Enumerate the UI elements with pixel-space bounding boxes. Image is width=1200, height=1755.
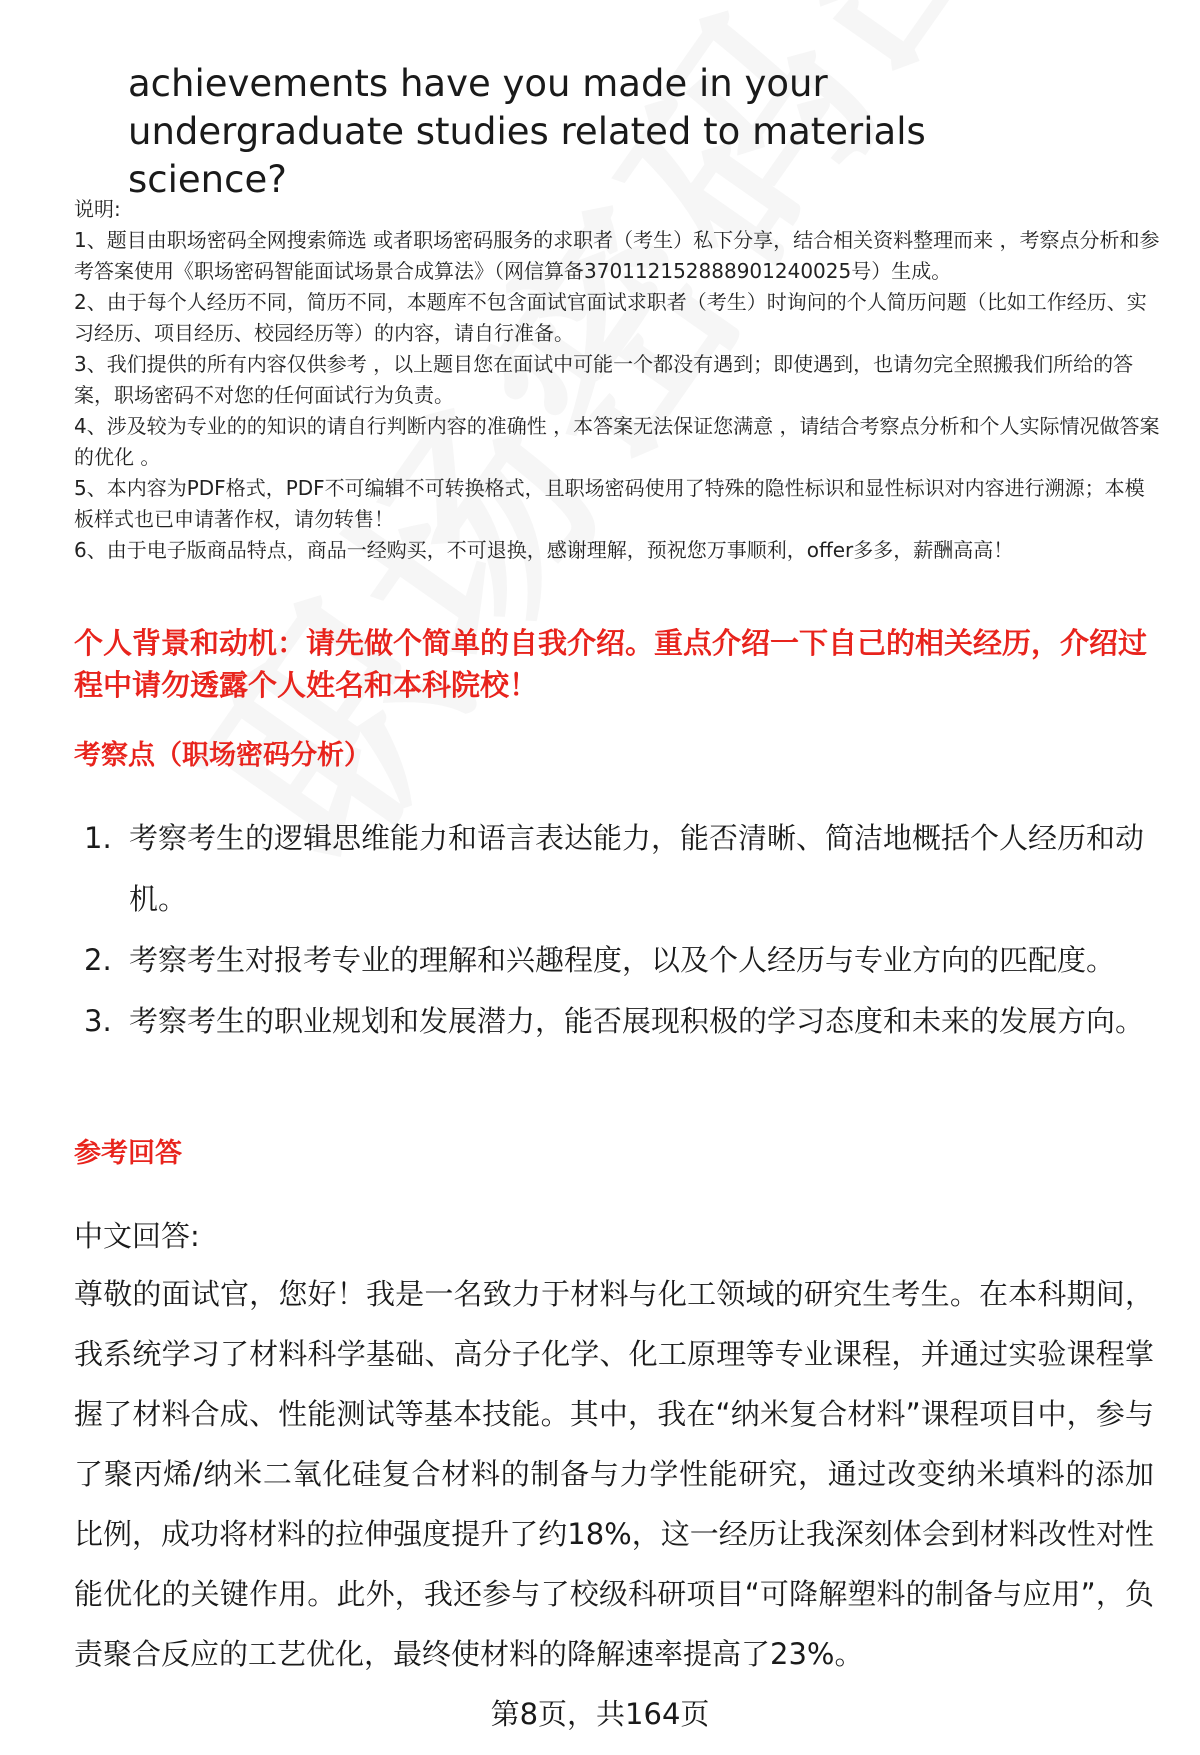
- analysis-heading: 考察点（职场密码分析）: [74, 740, 371, 771]
- point-number: 3.: [84, 1004, 112, 1038]
- reference-heading: 参考回答: [74, 1138, 182, 1169]
- notes-item: 1、题目由职场密码全网搜索筛选 或者职场密码服务的求职者（考生）私下分享，结合相关资料整理而来 ，考察点分析和参考答案使用《职场密码智能面试场景合成算法》（网信算备370112152888901240025号）生成。: [74, 228, 1160, 283]
- question-title: 个人背景和动机：请先做个简单的自我介绍。重点介绍一下自己的相关经历，介绍过程中请勿透露个人姓名和本科院校！: [74, 626, 1148, 702]
- notes-title: 说明:: [74, 197, 121, 221]
- notes-section: [74, 194, 1164, 566]
- notes-item: 6、由于电子版商品特点，商品一经购买，不可退换，感谢理解，预祝您万事顺利，offer多多，薪酬高高！: [74, 538, 1014, 562]
- answer-label: 中文回答:: [74, 1219, 200, 1253]
- analysis-point: [84, 991, 1174, 1052]
- intro-question: achievements have you made in your undergraduate studies related to materials science?: [128, 62, 926, 201]
- page-number: 第8页，共164页: [490, 1697, 710, 1731]
- notes-item: 2、由于每个人经历不同，简历不同，本题库不包含面试官面试求职者（考生）时询问的个人简历问题（比如工作经历、实习经历、项目经历、校园经历等）的内容，请自行准备。: [74, 290, 1147, 345]
- analysis-point: [84, 808, 1174, 930]
- analysis-list: [84, 808, 1174, 1052]
- analysis-point: [84, 930, 1174, 991]
- point-text: 考察考生对报考专业的理解和兴趣程度，以及个人经历与专业方向的匹配度。: [129, 943, 1116, 977]
- point-number: 2.: [84, 943, 112, 977]
- notes-item: 5、本内容为PDF格式，PDF不可编辑不可转换格式，且职场密码使用了特殊的隐性标识和显性标识对内容进行溯源；本模板样式也已申请著作权，请勿转售！: [74, 476, 1145, 531]
- notes-item: 4、涉及较为专业的的知识的请自行判断内容的准确性 ，本答案无法保证您满意 ，请结合考察点分析和个人实际情况做答案的优化 。: [74, 414, 1160, 469]
- notes-item: 3、我们提供的所有内容仅供参考 ，以上题目您在面试中可能一个都没有遇到；即使遇到，也请勿完全照搬我们所给的答案，职场密码不对您的任何面试行为负责。: [74, 352, 1134, 407]
- answer-body: 尊敬的面试官，您好！我是一名致力于材料与化工领域的研究生考生。在本科期间，我系统学习了材料科学基础、高分子化学、化工原理等专业课程，并通过实验课程掌握了材料合成、性能测试等基本技能。其中，我在“纳米复合材料”课程项目中，参与了聚丙烯/纳米二氧化硅复合材料的制备与力学性能研究，通过改变纳米填料的添加比例，成功将材料的拉伸强度提升了约18%，这一经历让我深刻体会到材料改性对性能优化的关键作用。此外，我还参与了校级科研项目“可降解塑料的制备与应用”，负责聚合反应的工艺优化，最终使材料的降解速率提高了23%。: [74, 1277, 1154, 1671]
- point-text: 考察考生的职业规划和发展潜力，能否展现积极的学习态度和未来的发展方向。: [129, 1004, 1145, 1038]
- point-number: 1.: [84, 821, 112, 855]
- point-text: 考察考生的逻辑思维能力和语言表达能力，能否清晰、简洁地概括个人经历和动机。: [129, 821, 1145, 916]
